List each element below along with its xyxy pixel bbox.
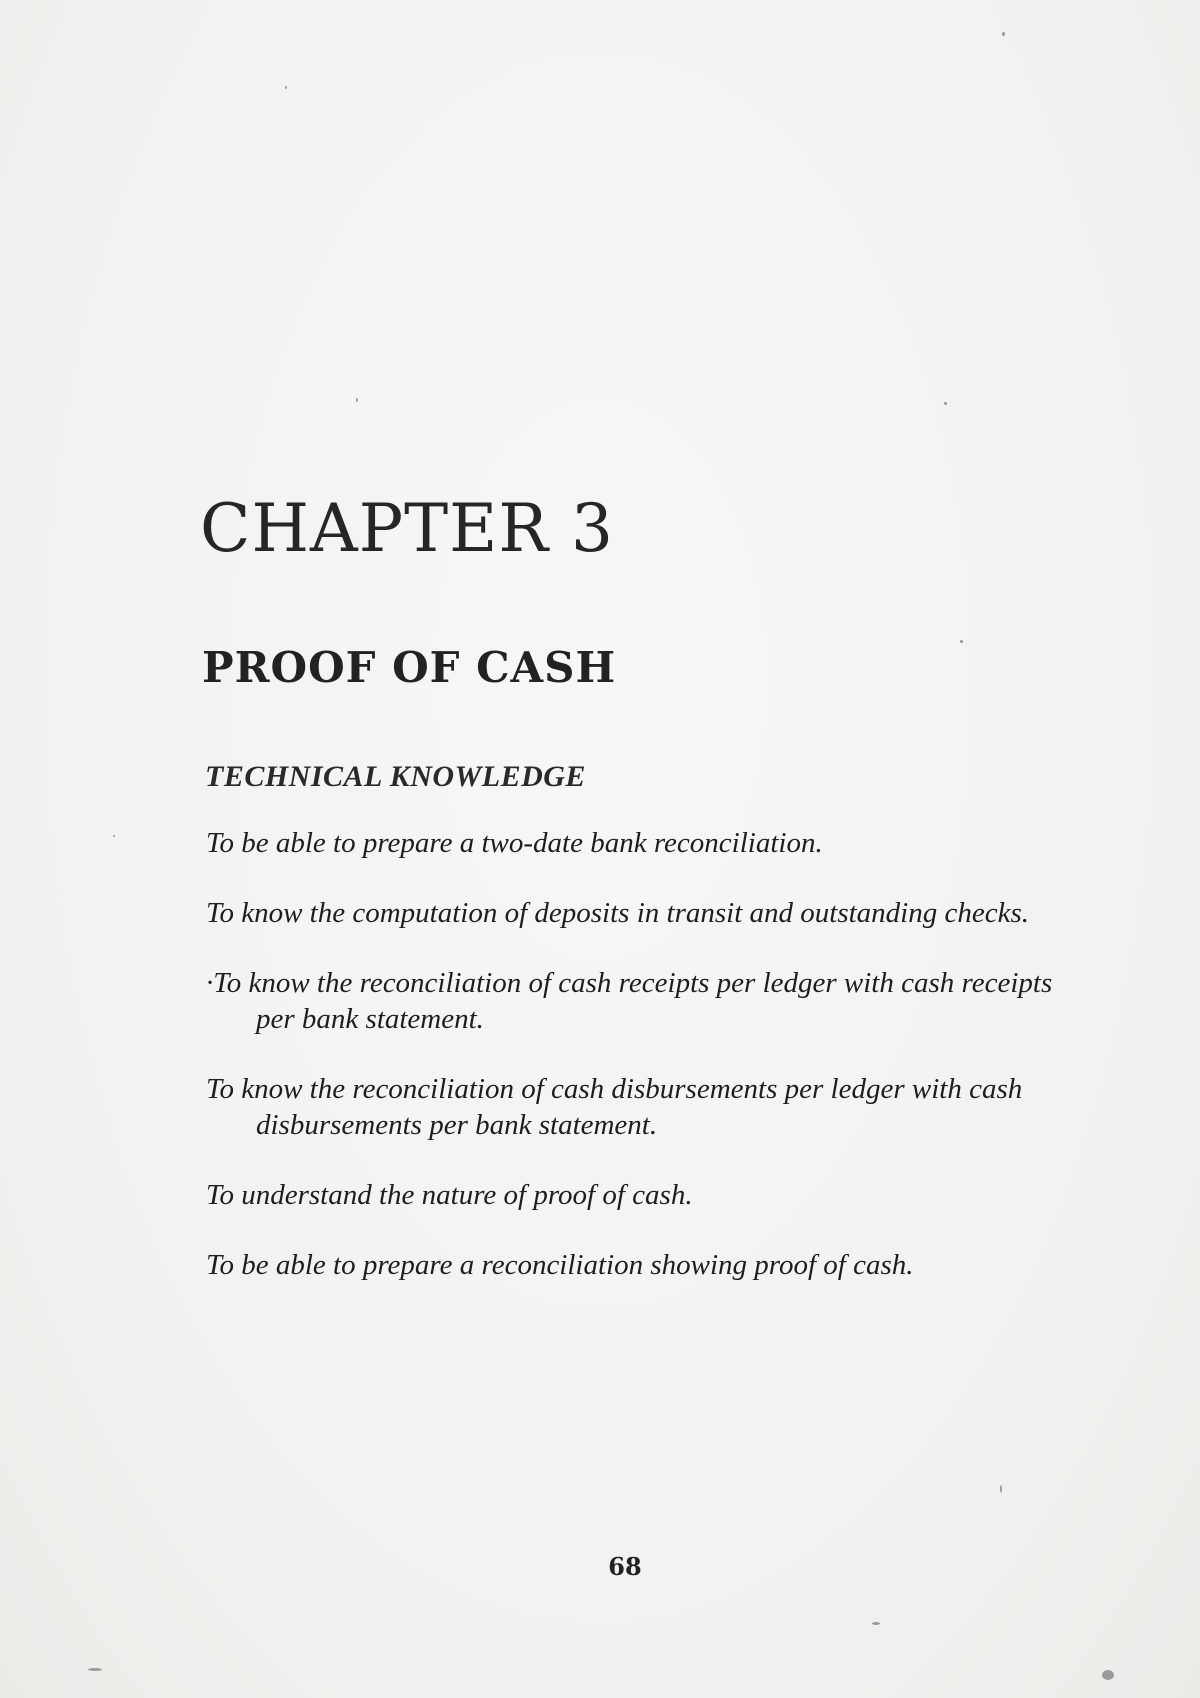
scan-speck [356,398,358,402]
scan-speck [960,640,963,643]
scan-speck [88,1668,102,1671]
chapter-title: PROOF OF CASH [202,642,617,692]
scan-speck [944,402,947,405]
objective-item: To understand the nature of proof of cash. [206,1179,693,1211]
scan-speck [1102,1670,1114,1680]
objective-item: To know the reconciliation of cash disbursements per ledger with cash disbursements per bank statement. [206,1073,1023,1141]
section-heading: TECHNICAL KNOWLEDGE [205,760,586,793]
scan-speck [872,1622,880,1625]
chapter-label: CHAPTER 3 [200,490,614,568]
objectives-list [206,825,1056,1317]
objective-item: ·To know the reconciliation of cash receipts per ledger with cash receipts per bank statement. [206,967,1053,1035]
objective-item: To know the computation of deposits in transit and outstanding checks. [206,897,1029,929]
objective-item: To be able to prepare a reconciliation showing proof of cash. [206,1249,914,1281]
scan-speck [113,835,115,837]
scan-speck [1000,1485,1002,1493]
scan-speck [285,86,287,89]
page-number: 68 [608,1552,642,1581]
scan-speck [1002,32,1005,36]
objective-item: To be able to prepare a two-date bank reconciliation. [206,827,823,859]
